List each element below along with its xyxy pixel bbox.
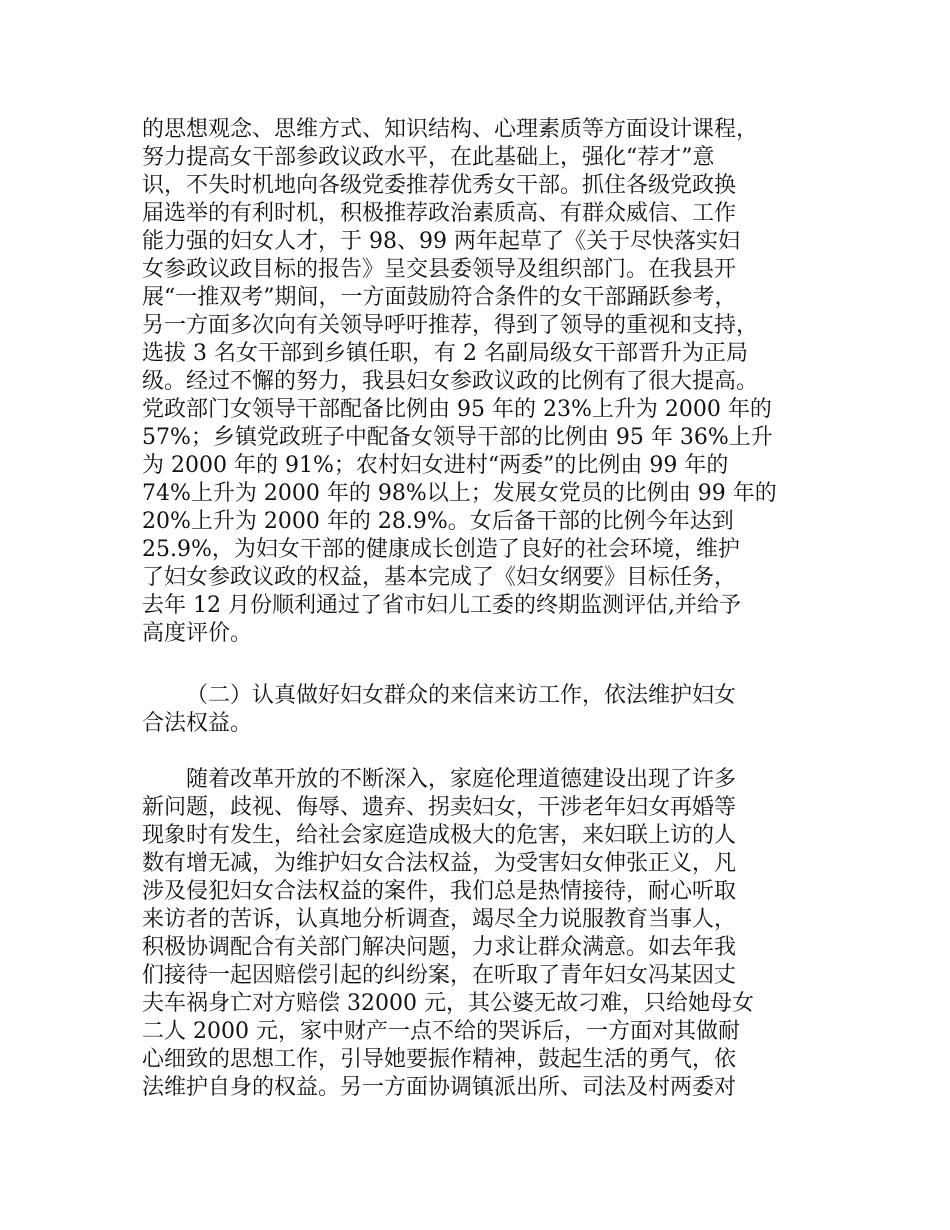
text-line: 能力强的妇女人才，于 98、99 两年起草了《关于尽快落实妇: [142, 229, 740, 254]
text-line: 级。经过不懈的努力，我县妇女参政议政的比例有了很大提高。: [142, 369, 759, 394]
text-line: 高度评价。: [142, 621, 253, 646]
text-line: 为 2000 年的 91%；农村妇女进村“两委”的比例由 99 年的: [142, 453, 729, 478]
text-line: 20%上升为 2000 年的 28.9%。女后备干部的比例今年达到: [142, 509, 734, 534]
paragraph-petitions: [142, 766, 842, 1102]
text-line: 57%；乡镇党政班子中配备女领导干部的比例由 95 年 36%上升: [142, 425, 773, 450]
text-line: 的思想观念、思维方式、知识结构、心理素质等方面设计课程，: [142, 117, 759, 142]
text-line: 积极协调配合有关部门解决问题，力求让群众满意。如去年我: [142, 935, 737, 960]
text-line: 74%上升为 2000 年的 98%以上；发展女党员的比例由 99 年的: [142, 481, 777, 506]
heading-line: 合法权益。: [142, 711, 253, 736]
text-line: 新问题，歧视、侮辱、遗弃、拐卖妇女，干涉老年妇女再婚等: [142, 795, 737, 820]
text-line: 去年 12 月份顺利通过了省市妇儿工委的终期监测评估,并给予: [142, 593, 741, 618]
text-line: 涉及侵犯妇女合法权益的案件，我们总是热情接待，耐心听取: [142, 879, 737, 904]
text-line: 选拔 3 名女干部到乡镇任职，有 2 名副局级女干部晋升为正局: [142, 341, 748, 366]
text-line: 二人 2000 元，家中财产一点不给的哭诉后，一方面对其做耐: [142, 1019, 740, 1044]
text-line: 现象时有发生，给社会家庭造成极大的危害，来妇联上访的人: [142, 823, 737, 848]
text-line: 识，不失时机地向各级党委推荐优秀女干部。抓住各级党政换: [142, 173, 737, 198]
text-line: 了妇女参政议政的权益，基本完成了《妇女纲要》目标任务，: [142, 565, 737, 590]
text-line: 党政部门女领导干部配备比例由 95 年的 23%上升为 2000 年的: [142, 397, 772, 422]
text-line: 届选举的有利时机，积极推荐政治素质高、有群众威信、工作: [142, 201, 737, 226]
text-line: 25.9%，为妇女干部的健康成长创造了良好的社会环境，维护: [142, 537, 740, 562]
text-line: 们接待一起因赔偿引起的纠纷案，在听取了青年妇女冯某因丈: [142, 963, 737, 988]
text-line: 展“一推双考”期间，一方面鼓励符合条件的女干部踊跃参考，: [142, 285, 737, 310]
text-line: 另一方面多次向有关领导呼吁推荐，得到了领导的重视和支持，: [142, 313, 759, 338]
text-line: 数有增无减，为维护妇女合法权益，为受害妇女伸张正义，凡: [142, 851, 737, 876]
text-line: 法维护自身的权益。另一方面协调镇派出所、司法及村两委对: [142, 1075, 737, 1100]
text-line: 夫车祸身亡对方赔偿 32000 元，其公婆无故刁难，只给她母女: [142, 991, 754, 1016]
text-line: 来访者的苦诉，认真地分析调查，竭尽全力说服教育当事人，: [142, 907, 737, 932]
text-line: 心细致的思想工作，引导她要振作精神，鼓起生活的勇气，依: [142, 1047, 737, 1072]
paragraph-women-participation: [142, 116, 842, 648]
text-line: 努力提高女干部参政议政水平，在此基础上，强化“荐才”意: [142, 145, 715, 170]
heading-line: （二）认真做好妇女群众的来信来访工作，依法维护妇女: [186, 683, 737, 708]
text-line: 女参政议政目标的报告》呈交县委领导及组织部门。在我县开: [142, 257, 737, 282]
section-heading: [142, 682, 842, 738]
text-line: 随着改革开放的不断深入，家庭伦理道德建设出现了许多: [186, 767, 737, 792]
